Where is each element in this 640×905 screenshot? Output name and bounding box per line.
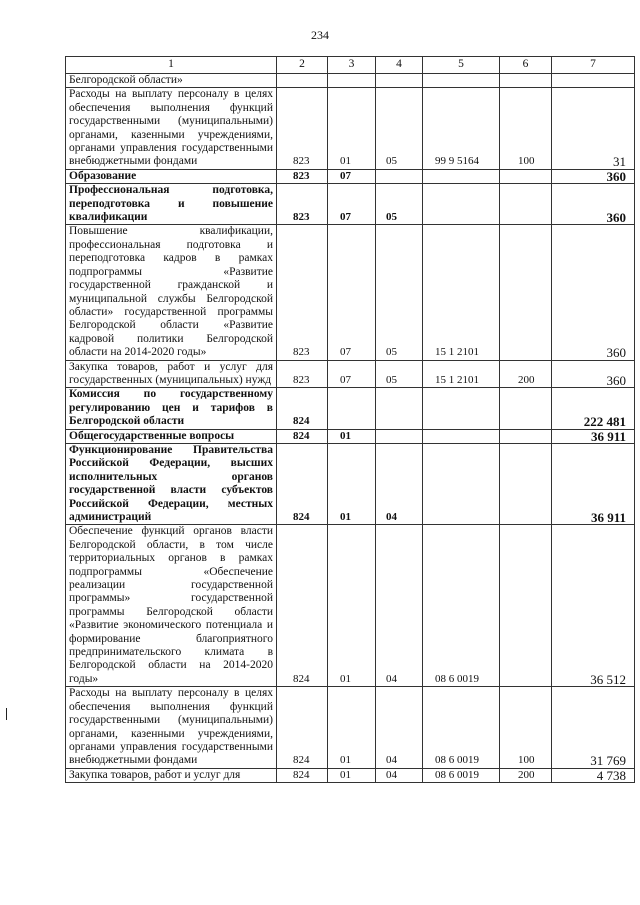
row-c3-cell: 01 — [328, 429, 376, 443]
table-row — [66, 388, 635, 429]
row-c5-cell: 08 6 0019 — [423, 687, 500, 768]
row-c2-cell: 824 — [277, 768, 328, 782]
row-c4-cell — [376, 388, 423, 429]
row-c3-cell: 01 — [328, 687, 376, 768]
row-c5-cell: 08 6 0019 — [423, 768, 500, 782]
row-c6-cell — [500, 169, 552, 183]
row-c3-cell: 01 — [328, 443, 376, 524]
row-c3-cell: 07 — [328, 184, 376, 225]
row-c6-cell: 200 — [500, 768, 552, 782]
row-c4-cell — [376, 74, 423, 88]
row-c6-cell: 200 — [500, 360, 552, 388]
row-c5-cell — [423, 443, 500, 524]
row-c7-cell: 360 — [552, 360, 635, 388]
row-description: Комиссия по государственному регулированию цен и тарифов в Белгородской области — [66, 388, 277, 429]
row-c2-cell: 823 — [277, 88, 328, 169]
row-c5-cell: 15 1 2101 — [423, 225, 500, 360]
row-c6-cell — [500, 525, 552, 687]
row-c6-cell — [500, 184, 552, 225]
table-row — [66, 225, 635, 360]
row-description: Закупка товаров, работ и услуг для государственных (муниципальных) нужд — [66, 360, 277, 388]
row-c6-cell — [500, 443, 552, 524]
row-description: Закупка товаров, работ и услуг для — [66, 768, 277, 782]
row-description: Расходы на выплату персоналу в целях обеспечения выполнения функций государственными (муниципальными) органами, казенными учреждениями, органами управления государственными внебюджетными фондами — [66, 88, 277, 169]
row-c3-cell — [328, 388, 376, 429]
row-c6-cell — [500, 74, 552, 88]
row-c2-cell — [277, 74, 328, 88]
table-row — [66, 360, 635, 388]
row-c6-cell — [500, 225, 552, 360]
row-c6-cell — [500, 388, 552, 429]
row-c7-cell: 360 — [552, 184, 635, 225]
row-c7-cell: 36 911 — [552, 443, 635, 524]
table-row — [66, 525, 635, 687]
row-description: Образование — [66, 169, 277, 183]
row-c3-cell — [328, 74, 376, 88]
row-c3-cell: 01 — [328, 525, 376, 687]
row-c2-cell: 824 — [277, 443, 328, 524]
margin-mark — [6, 708, 7, 720]
row-c6-cell: 100 — [500, 88, 552, 169]
row-c4-cell: 04 — [376, 687, 423, 768]
table-row — [66, 443, 635, 524]
row-c5-cell — [423, 74, 500, 88]
row-c4-cell — [376, 429, 423, 443]
row-c7-cell: 4 738 — [552, 768, 635, 782]
row-description: Расходы на выплату персоналу в целях обеспечения выполнения функций государственными (муниципальными) органами, казенными учреждениями, органами управления государственными внебюджетными фондами — [66, 687, 277, 768]
table-row — [66, 429, 635, 443]
row-c7-cell: 360 — [552, 225, 635, 360]
header-cell: 5 — [423, 57, 500, 74]
table-row — [66, 74, 635, 88]
row-description: Общегосударственные вопросы — [66, 429, 277, 443]
table-row — [66, 768, 635, 782]
row-c7-cell: 222 481 — [552, 388, 635, 429]
row-c4-cell — [376, 169, 423, 183]
row-c7-cell: 36 512 — [552, 525, 635, 687]
row-c4-cell: 04 — [376, 768, 423, 782]
row-c5-cell: 99 9 5164 — [423, 88, 500, 169]
row-c4-cell: 04 — [376, 525, 423, 687]
row-c7-cell: 31 — [552, 88, 635, 169]
header-cell: 6 — [500, 57, 552, 74]
header-cell: 3 — [328, 57, 376, 74]
header-cell: 4 — [376, 57, 423, 74]
table-row — [66, 169, 635, 183]
row-c5-cell: 15 1 2101 — [423, 360, 500, 388]
row-c3-cell: 07 — [328, 360, 376, 388]
row-c5-cell — [423, 184, 500, 225]
row-c6-cell — [500, 429, 552, 443]
header-cell: 7 — [552, 57, 635, 74]
row-c7-cell — [552, 74, 635, 88]
row-c2-cell: 824 — [277, 687, 328, 768]
row-c3-cell: 01 — [328, 768, 376, 782]
row-c7-cell: 360 — [552, 169, 635, 183]
row-c5-cell: 08 6 0019 — [423, 525, 500, 687]
row-c3-cell: 01 — [328, 88, 376, 169]
row-c4-cell: 05 — [376, 88, 423, 169]
row-description: Обеспечение функций органов власти Белгородской области, в том числе территориальных органов в рамках подпрограммы «Обеспечение реализации государственной программы» государственной программы Белгородской области «Развитие экономического потенциала и формирование благоприятного предпринимательского климата в Белгородской области на 2014-2020 годы» — [66, 525, 277, 687]
row-c2-cell: 823 — [277, 169, 328, 183]
row-c2-cell: 824 — [277, 429, 328, 443]
row-c5-cell — [423, 429, 500, 443]
row-c4-cell: 05 — [376, 360, 423, 388]
table-row — [66, 88, 635, 169]
page-number: 234 — [311, 28, 329, 42]
row-description: Профессиональная подготовка, переподготовка и повышение квалификации — [66, 184, 277, 225]
row-c6-cell: 100 — [500, 687, 552, 768]
header-cell: 1 — [66, 57, 277, 74]
row-c2-cell: 824 — [277, 525, 328, 687]
row-c7-cell: 31 769 — [552, 687, 635, 768]
row-c5-cell — [423, 169, 500, 183]
row-description: Функционирование Правительства Российской Федерации, высших исполнительных органов государственной власти субъектов Российской Федерации, местных администраций — [66, 443, 277, 524]
row-c2-cell: 823 — [277, 184, 328, 225]
row-c5-cell — [423, 388, 500, 429]
row-c3-cell: 07 — [328, 225, 376, 360]
row-c4-cell: 04 — [376, 443, 423, 524]
budget-table — [65, 56, 635, 783]
row-c4-cell: 05 — [376, 184, 423, 225]
table-row — [66, 687, 635, 768]
row-description: Повышение квалификации, профессиональная подготовка и переподготовка кадров в рамках подпрограммы «Развитие государственной гражданской и муниципальной службы Белгородской области» государственной программы Белгородской области «Развитие кадровой политики Белгородской области на 2014-2020 годы» — [66, 225, 277, 360]
row-c2-cell: 823 — [277, 225, 328, 360]
row-description: Белгородской области» — [66, 74, 277, 88]
row-c2-cell: 823 — [277, 360, 328, 388]
row-c2-cell: 824 — [277, 388, 328, 429]
row-c4-cell: 05 — [376, 225, 423, 360]
header-cell: 2 — [277, 57, 328, 74]
table-row — [66, 184, 635, 225]
row-c3-cell: 07 — [328, 169, 376, 183]
header-row — [66, 57, 635, 74]
row-c7-cell: 36 911 — [552, 429, 635, 443]
